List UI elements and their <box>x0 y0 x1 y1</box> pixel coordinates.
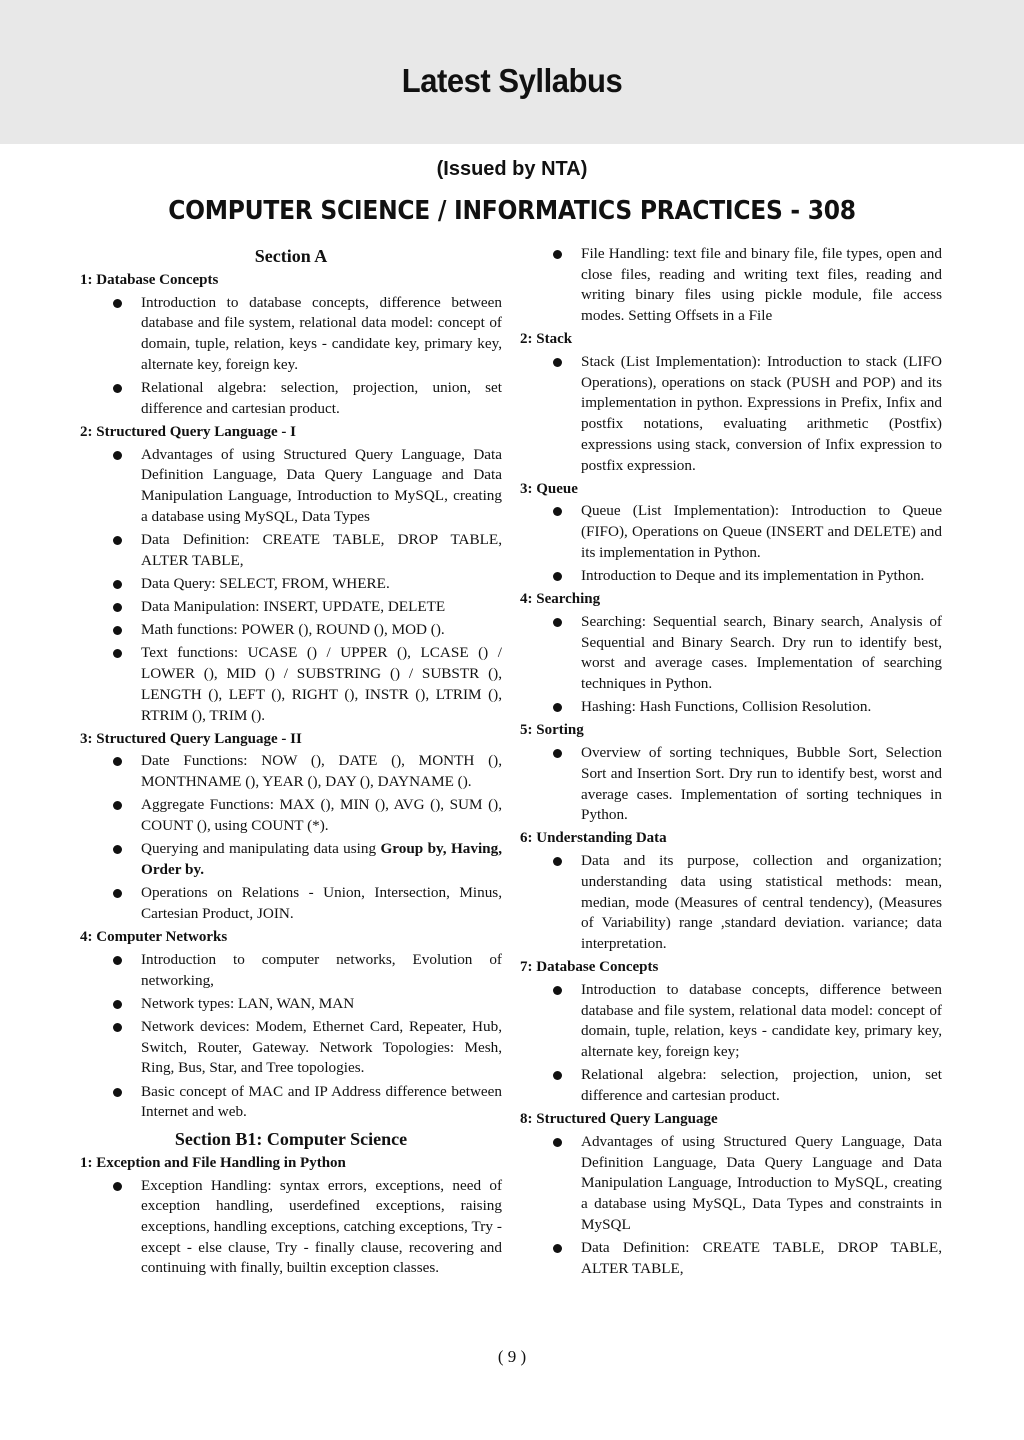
item-text: Basic concept of MAC and IP Address difference between Internet and web. <box>141 1082 502 1121</box>
list-item <box>520 1238 942 1279</box>
item-text: Data Query: SELECT, FROM, WHERE. <box>141 574 390 592</box>
bullet-icon <box>113 1182 122 1191</box>
topic <box>520 589 942 718</box>
list-item <box>80 620 502 641</box>
bullet-icon <box>113 603 122 612</box>
topic <box>80 1153 502 1279</box>
topic <box>520 479 942 587</box>
bullet-icon <box>113 956 122 965</box>
topic-title: 4: Computer Networks <box>80 929 228 946</box>
item-text: Advantages of using Structured Query Language, Data Definition Language, Data Query Language and Data Manipulation Language, Introduction to MySQL, creating a database using MySQL, Data Types and constraints in MySQL <box>581 1132 942 1233</box>
topic-title: 5: Sorting <box>520 722 584 739</box>
list-item <box>80 597 502 618</box>
bullet-icon <box>553 1071 562 1080</box>
list-item <box>520 566 942 587</box>
list-item <box>520 244 942 327</box>
item-text: Text functions: UCASE () / UPPER (), LCASE () / LOWER (), MID () / SUBSTRING () / SUBSTR (), LENGTH (), LEFT (), RIGHT (), INSTR (), LTRIM (), RTRIM (), TRIM (). <box>141 644 502 724</box>
bullet-icon <box>553 572 562 581</box>
item-text: Stack (List Implementation): Introduction to stack (LIFO Operations), operations on stack (PUSH and POP) and its implementation in python. Expressions in Prefix, Infix and postfix notations, evaluating arithmetic (Postfix) expressions using stack, conversion of Infix expression to postfix expression. <box>581 353 942 474</box>
list-item <box>80 378 502 419</box>
item-text: Relational algebra: selection, projection, union, set difference and cartesian product. <box>581 1066 942 1104</box>
topic <box>520 720 942 826</box>
bullet-icon <box>113 889 122 898</box>
bullet-list <box>520 851 942 955</box>
item-text: Relational algebra: selection, projection, union, set difference and cartesian product. <box>141 379 502 417</box>
item-text: Introduction to Deque and its implementation in Python. <box>581 567 925 585</box>
item-text: Hashing: Hash Functions, Collision Resolution. <box>581 698 872 716</box>
list-item <box>520 352 942 476</box>
bullet-icon <box>553 358 562 367</box>
topic <box>80 927 502 1123</box>
topic-title: 6: Understanding Data <box>520 830 667 847</box>
list-item <box>520 501 942 563</box>
page-number: ( 9 ) <box>497 1347 527 1366</box>
list-item <box>80 751 502 792</box>
bullet-list <box>520 980 942 1107</box>
topic <box>520 1109 942 1279</box>
bullet-list <box>520 612 942 718</box>
bullet-list <box>520 743 942 826</box>
item-text: Data Definition: CREATE TABLE, DROP TABLE, ALTER TABLE, <box>141 530 502 569</box>
list-item <box>520 743 942 826</box>
list-item <box>520 697 942 718</box>
item-text: Network types: LAN, WAN, MAN <box>141 994 355 1012</box>
bullet-icon <box>553 507 562 516</box>
list-item <box>520 980 942 1063</box>
topic-title: 1: Exception and File Handling in Python <box>80 1154 346 1171</box>
list-item <box>80 839 502 880</box>
section-b1-topics <box>80 1153 502 1279</box>
right-column <box>520 244 942 1282</box>
topic <box>80 729 502 925</box>
bullet-icon <box>113 1088 122 1097</box>
list-item <box>80 445 502 528</box>
list-item <box>80 574 502 595</box>
bullet-icon <box>113 1023 122 1032</box>
bullet-icon <box>553 703 562 712</box>
item-text: Data and its purpose, collection and organization; understanding data using statistical methods: mean, median, mode (Measures of central tendency), (Measures of Variability) range ,standard deviation. variance; data interpretation. <box>581 852 942 952</box>
bullet-icon <box>113 1000 122 1009</box>
list-item <box>80 293 502 376</box>
item-text: Date Functions: NOW (), DATE (), MONTH (), MONTHNAME (), YEAR (), DAY (), DAYNAME (). <box>141 752 502 791</box>
topic-title: 8: Structured Query Language <box>520 1111 718 1128</box>
bullet-icon <box>113 580 122 589</box>
bullet-icon <box>553 1244 562 1253</box>
topic-title: 2: Structured Query Language - I <box>80 423 296 440</box>
topic-title: 7: Database Concepts <box>520 959 659 976</box>
issued-by: (Issued by NTA) <box>436 158 588 180</box>
topic-title: 3: Queue <box>520 480 578 497</box>
topic-title: 1: Database Concepts <box>80 272 219 288</box>
document-title: COMPUTER SCIENCE / INFORMATICS PRACTICES - 308 <box>168 196 856 226</box>
bullet-icon <box>113 801 122 810</box>
bullet-icon <box>553 749 562 758</box>
list-item <box>520 612 942 695</box>
banner-title: Latest Syllabus <box>401 62 623 99</box>
list-item <box>80 994 502 1015</box>
item-text: Overview of sorting techniques, Bubble Sort, Selection Sort and Insertion Sort. Dry run to identify best, worst and average cases. Implementation of sorting techniques in Python. <box>581 744 942 824</box>
item-bold-text: Group by, Having, Order by. <box>141 840 502 878</box>
list-item <box>80 1176 502 1280</box>
list-item <box>80 795 502 836</box>
item-text: Queue (List Implementation): Introduction to Queue (FIFO), Operations on Queue (INSERT and DELETE) and its implementation in Python. <box>581 502 942 561</box>
topic <box>520 957 942 1106</box>
item-text: Data Definition: CREATE TABLE, DROP TABLE, ALTER TABLE, <box>581 1238 942 1277</box>
item-text: Introduction to database concepts, difference between database and file system, relational data model: concept of domain, tuple, relation, keys - candidate key, primary key, alternate key, foreign key; <box>581 980 942 1061</box>
bullet-icon <box>113 845 122 854</box>
item-text: Querying and manipulating data using <box>141 840 381 858</box>
list-item <box>80 883 502 924</box>
item-text: Introduction to computer networks, Evolution of networking, <box>141 950 502 989</box>
bullet-icon <box>553 618 562 627</box>
list-item <box>520 851 942 955</box>
bullet-icon <box>553 250 562 259</box>
item-text: Operations on Relations - Union, Intersection, Minus, Cartesian Product, JOIN. <box>141 884 502 922</box>
right-topics <box>520 329 942 1279</box>
bullet-icon <box>113 299 122 308</box>
topic <box>520 329 942 476</box>
bullet-list <box>80 445 502 727</box>
list-item <box>520 1132 942 1236</box>
list-item <box>520 1065 942 1106</box>
bullet-icon <box>553 1138 562 1147</box>
list-item <box>80 950 502 991</box>
bullet-list <box>520 244 942 327</box>
left-column <box>80 244 502 1282</box>
continued-items <box>520 244 942 327</box>
bullet-icon <box>553 986 562 995</box>
bullet-icon <box>113 384 122 393</box>
list-item <box>80 1017 502 1079</box>
topic-title: 3: Structured Query Language - II <box>80 730 302 747</box>
item-text: Network devices: Modem, Ethernet Card, Repeater, Hub, Switch, Router, Gateway. Network Topologies: Mesh, Ring, Bus, Star, and Tree topologies. <box>141 1017 502 1077</box>
bullet-icon <box>113 536 122 545</box>
list-item <box>80 530 502 571</box>
bullet-icon <box>553 857 562 866</box>
topic-title: 4: Searching <box>520 591 601 608</box>
bullet-list <box>80 751 502 924</box>
bullet-list <box>520 1132 942 1279</box>
item-text: Aggregate Functions: MAX (), MIN (), AVG (), SUM (), COUNT (), using COUNT (*). <box>141 796 502 835</box>
section-a-topics <box>80 270 502 1123</box>
item-text: Advantages of using Structured Query Language, Data Definition Language, Data Query Language and Data Manipulation Language, Introduction to MySQL, creating a database using MySQL, Data Types <box>141 445 502 525</box>
section-b1-heading: Section B1: Computer Science <box>174 1128 408 1149</box>
bullet-list <box>520 501 942 586</box>
bullet-list <box>80 950 502 1123</box>
item-text: File Handling: text file and binary file, file types, open and close files, reading and writing text files, reading and writing binary files using pickle module, file access modes. Setting Offsets in a File <box>581 245 942 325</box>
section-a-heading: Section A <box>254 246 328 266</box>
bullet-icon <box>113 649 122 658</box>
bullet-icon <box>113 451 122 460</box>
topic <box>80 270 502 419</box>
topic <box>520 828 942 954</box>
topic <box>80 422 502 726</box>
item-text: Data Manipulation: INSERT, UPDATE, DELETE <box>141 598 446 616</box>
item-text: Math functions: POWER (), ROUND (), MOD (). <box>141 621 445 639</box>
item-text: Introduction to database concepts, difference between database and file system, relational data model: concept of domain, tuple, relation, keys - candidate key, primary key, alternate key, foreign key. <box>141 293 502 373</box>
bullet-icon <box>113 757 122 766</box>
list-item <box>80 1082 502 1123</box>
topic-title: 2: Stack <box>520 331 573 348</box>
item-text: Exception Handling: syntax errors, exceptions, need of exception handling, userdefined exceptions, raising exceptions, handling exceptions, catching exceptions, Try - except - else clause, Try - finally clause, recovering and continuing with finally, builtin exception classes. <box>141 1176 502 1277</box>
bullet-list <box>520 352 942 476</box>
bullet-icon <box>113 626 122 635</box>
item-text: Searching: Sequential search, Binary search, Analysis of Sequential and Binary Search. Dry run to identify best, worst and average cases. Implementation of searching techniques in Python. <box>581 612 942 693</box>
bullet-list <box>80 293 502 420</box>
bullet-list <box>80 1176 502 1280</box>
list-item <box>80 643 502 726</box>
